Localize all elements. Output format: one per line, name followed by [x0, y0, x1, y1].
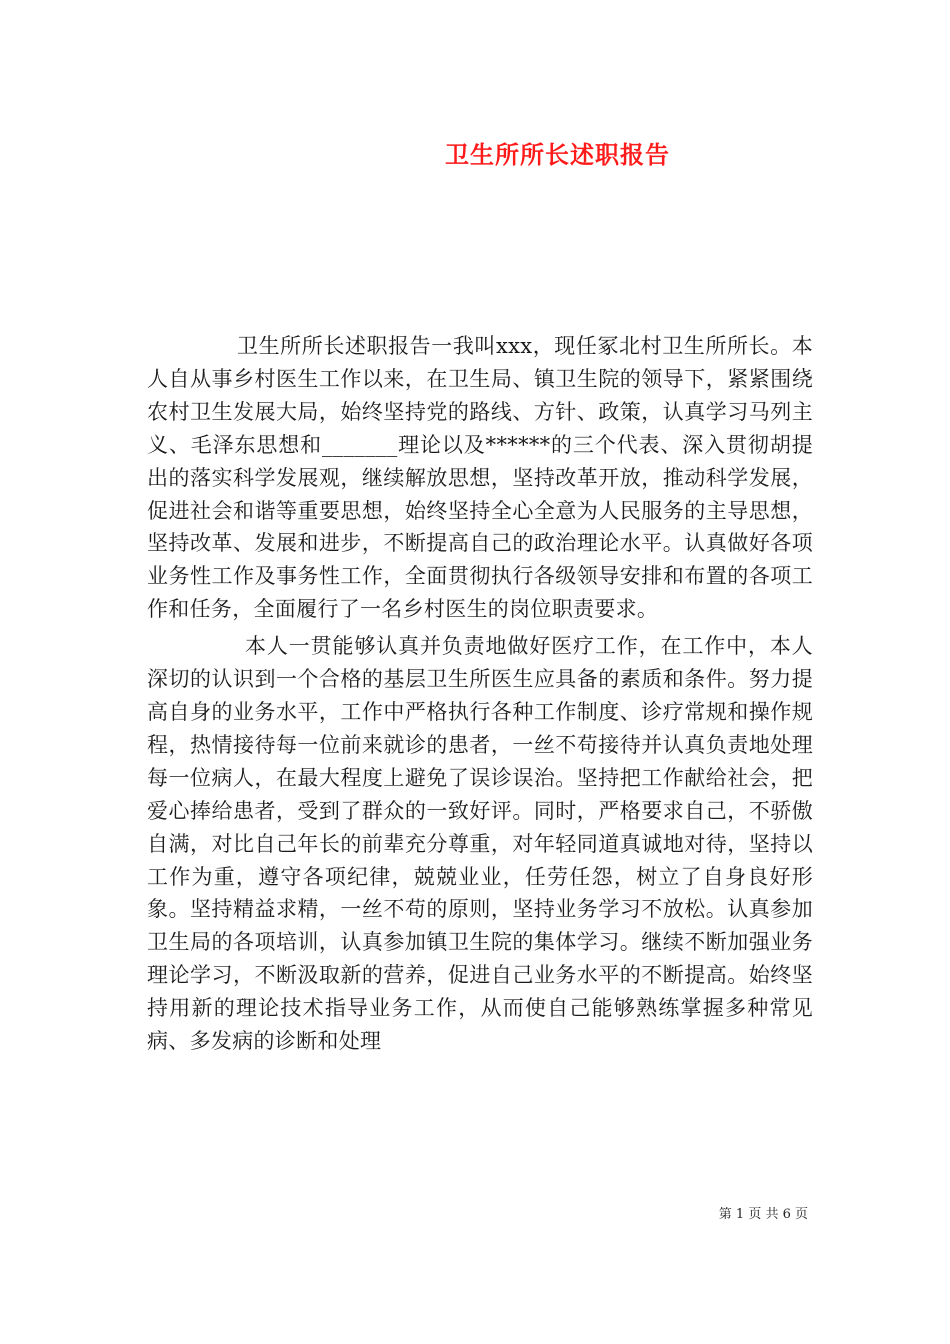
- paragraph-2: 本人一贯能够认真并负责地做好医疗工作，在工作中，本人深切的认识到一个合格的基层卫生所医生应具备的素质和条件。努力提高自身的业务水平，工作中严格执行各种工作制度、诊疗常规和操作规程，热情接待每一位前来就诊的患者，一丝不苟接待并认真负责地处理每一位病人，在最大程度上避免了误诊误治。坚持把工作献给社会，把爱心捧给患者，受到了群众的一致好评。同时，严格要求自己，不骄傲自满，对比自己年长的前辈充分尊重，对年轻同道真诚地对待，坚持以工作为重，遵守各项纪律，兢兢业业，任劳任怨，树立了自身良好形象。坚持精益求精，一丝不苟的原则，坚持业务学习不放松。认真参加卫生局的各项培训，认真参加镇卫生院的集体学习。继续不断加强业务理论学习，不断汲取新的营养，促进自己业务水平的不断提高。始终坚持用新的理论技术指导业务工作，从而使自己能够熟练掌握多种常见病、多发病的诊断和处理: [147, 634, 813, 1054]
- paragraph-1: 卫生所所长述职报告一我叫xxx，现任冢北村卫生所所长。本人自从事乡村医生工作以来，在卫生局、镇卫生院的领导下，紧紧围绕农村卫生发展大局，始终坚持党的路线、方针、政策，认真学习马列主义、毛泽东思想和_______理论以及******的三个代表、深入贯彻胡提出的落实科学发展观，继续解放思想，坚持改革开放，推动科学发展，促进社会和谐等重要思想，始终坚持全心全意为人民服务的主导思想，坚持改革、发展和进步，不断提高自己的政治理论水平。认真做好各项业务性工作及事务性工作，全面贯彻执行各级领导安排和布置的各项工作和任务，全面履行了一名乡村医生的岗位职责要求。: [147, 334, 813, 622]
- page-number-footer: 第 1 页 共 6 页: [718, 1207, 808, 1222]
- page-title: 卫生所所长述职报告: [445, 140, 670, 169]
- document-body: [147, 330, 813, 1058]
